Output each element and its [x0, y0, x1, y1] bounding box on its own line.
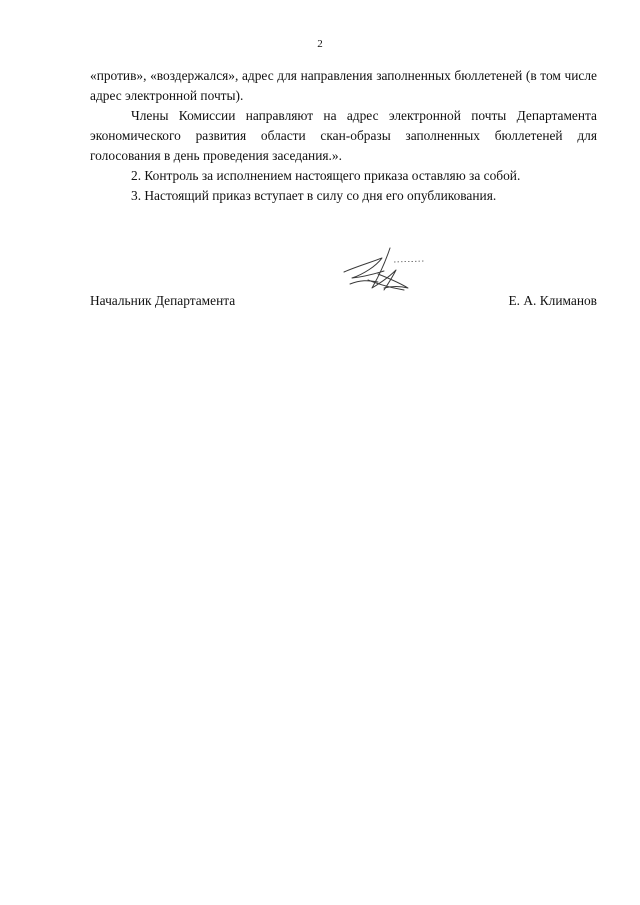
signatory-position: Начальник Департамента: [90, 293, 236, 308]
paragraph-effective-date: 3. Настоящий приказ вступает в силу со дня его опубликования.: [131, 188, 497, 203]
handwritten-signature: [338, 244, 426, 296]
signatory-name: Е. А. Климанов: [508, 293, 597, 308]
paragraph-commission-members: Члены Комиссии направляют на адрес электронной почты Департамента экономического развития области скан-образы заполненных бюллетеней для голосования в день проведения заседания.».: [90, 108, 597, 163]
signature-block: [90, 291, 597, 311]
paragraph-control: 2. Контроль за исполнением настоящего приказа оставляю за собой.: [131, 168, 521, 183]
paragraph-continuation: «против», «воздержался», адрес для направления заполненных бюллетеней (в том числе адрес электронной почты).: [90, 68, 597, 103]
document-body: [90, 66, 597, 206]
page-number: 2: [317, 38, 323, 50]
